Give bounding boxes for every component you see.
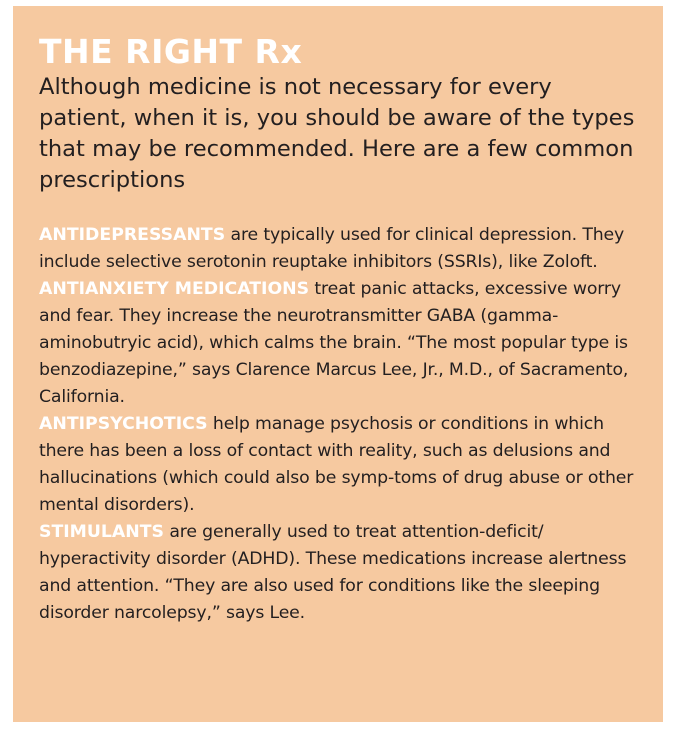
entry-text: help manage psychosis or conditions in which there has been a loss of contact with reality, such as delusions and hallucinations (which could also be symp-toms of drug abuse or other mental disorders). bbox=[39, 414, 634, 515]
entry-text: treat panic attacks, excessive worry and fear. They increase the neurotransmitter GABA (gamma-aminobutryic acid), which calms the brain. “The most popular type is benzodiazepine,” says Clarence Marcus Lee, Jr., M.D., of Sacramento, California. bbox=[39, 279, 629, 407]
sidebar-box bbox=[13, 6, 663, 722]
entry-antianxiety bbox=[39, 276, 637, 411]
entry-term: ANTIPSYCHOTICS bbox=[39, 414, 208, 434]
box-title: THE RIGHT Rx bbox=[39, 32, 303, 71]
entry-antidepressants bbox=[39, 222, 637, 276]
entry-stimulants bbox=[39, 519, 637, 627]
entry-term: STIMULANTS bbox=[39, 522, 164, 542]
entry-term: ANTIANXIETY MEDICATIONS bbox=[39, 279, 310, 299]
entry-term: ANTIDEPRESSANTS bbox=[39, 225, 226, 245]
entry-antipsychotics bbox=[39, 411, 637, 519]
entry-text: are generally used to treat attention-deficit/ hyperactivity disorder (ADHD). These medications increase alertness and attention. “They are also used for conditions like the sleeping disorder narcolepsy,” says Lee. bbox=[39, 522, 627, 623]
box-intro: Although medicine is not necessary for every patient, when it is, you should be aware of the types that may be recommended. Here are a few common prescriptions bbox=[39, 74, 635, 193]
prescription-list bbox=[39, 222, 637, 627]
entry-text: are typically used for clinical depression. They include selective serotonin reuptake inhibitors (SSRIs), like Zoloft. bbox=[39, 225, 625, 272]
